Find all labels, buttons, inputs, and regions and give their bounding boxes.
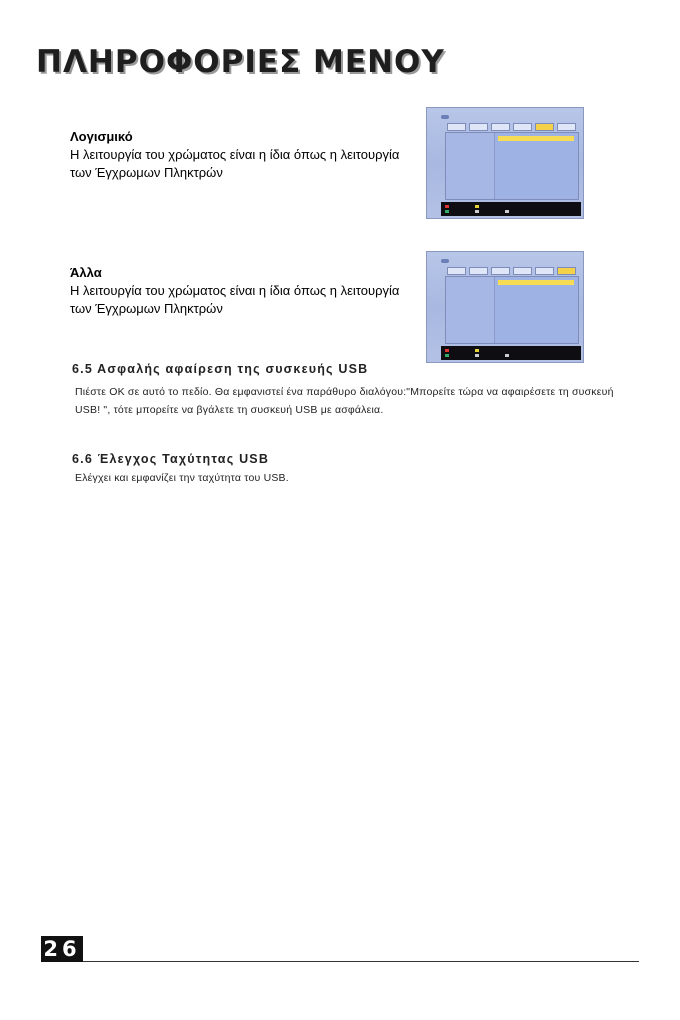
- usb-remove-text: Πιέστε OK σε αυτό το πεδίο. Θα εμφανιστεί ένα παράθυρο διαλόγου:"Μπορείτε τώρα να αφαιρέσετε τη συσκευή USB! ", τότε μπορείτε να βγάλετε τη συσκευή USB με ασφάλεια.: [75, 386, 614, 416]
- footer-rule: [83, 961, 639, 962]
- usb-remove-heading: 6.5 Ασφαλής αφαίρεση της συσκευής USB: [72, 362, 369, 376]
- software-section: [70, 128, 415, 182]
- page-title: ΠΛΗΡΟΦΟΡΙΕΣ ΜΕΝΟΥ: [36, 44, 445, 80]
- software-heading: Λογισμικό: [70, 129, 133, 144]
- software-screenshot: [426, 107, 584, 219]
- other-heading: Άλλα: [70, 265, 102, 280]
- other-section: [70, 264, 415, 318]
- other-screenshot: [426, 251, 584, 363]
- usb-speed-heading: 6.6 Έλεγχος Ταχύτητας USB: [72, 452, 270, 466]
- usb-speed-text: Ελέγχει και εμφανίζει την ταχύτητα του USB.: [75, 472, 289, 484]
- software-text: Η λειτουργία του χρώματος είναι η ίδια όπως η λειτουργία των Έγχρωμων Πληκτρών: [70, 147, 400, 180]
- page-number: 26: [41, 936, 83, 962]
- other-text: Η λειτουργία του χρώματος είναι η ίδια όπως η λειτουργία των Έγχρωμων Πληκτρών: [70, 283, 400, 316]
